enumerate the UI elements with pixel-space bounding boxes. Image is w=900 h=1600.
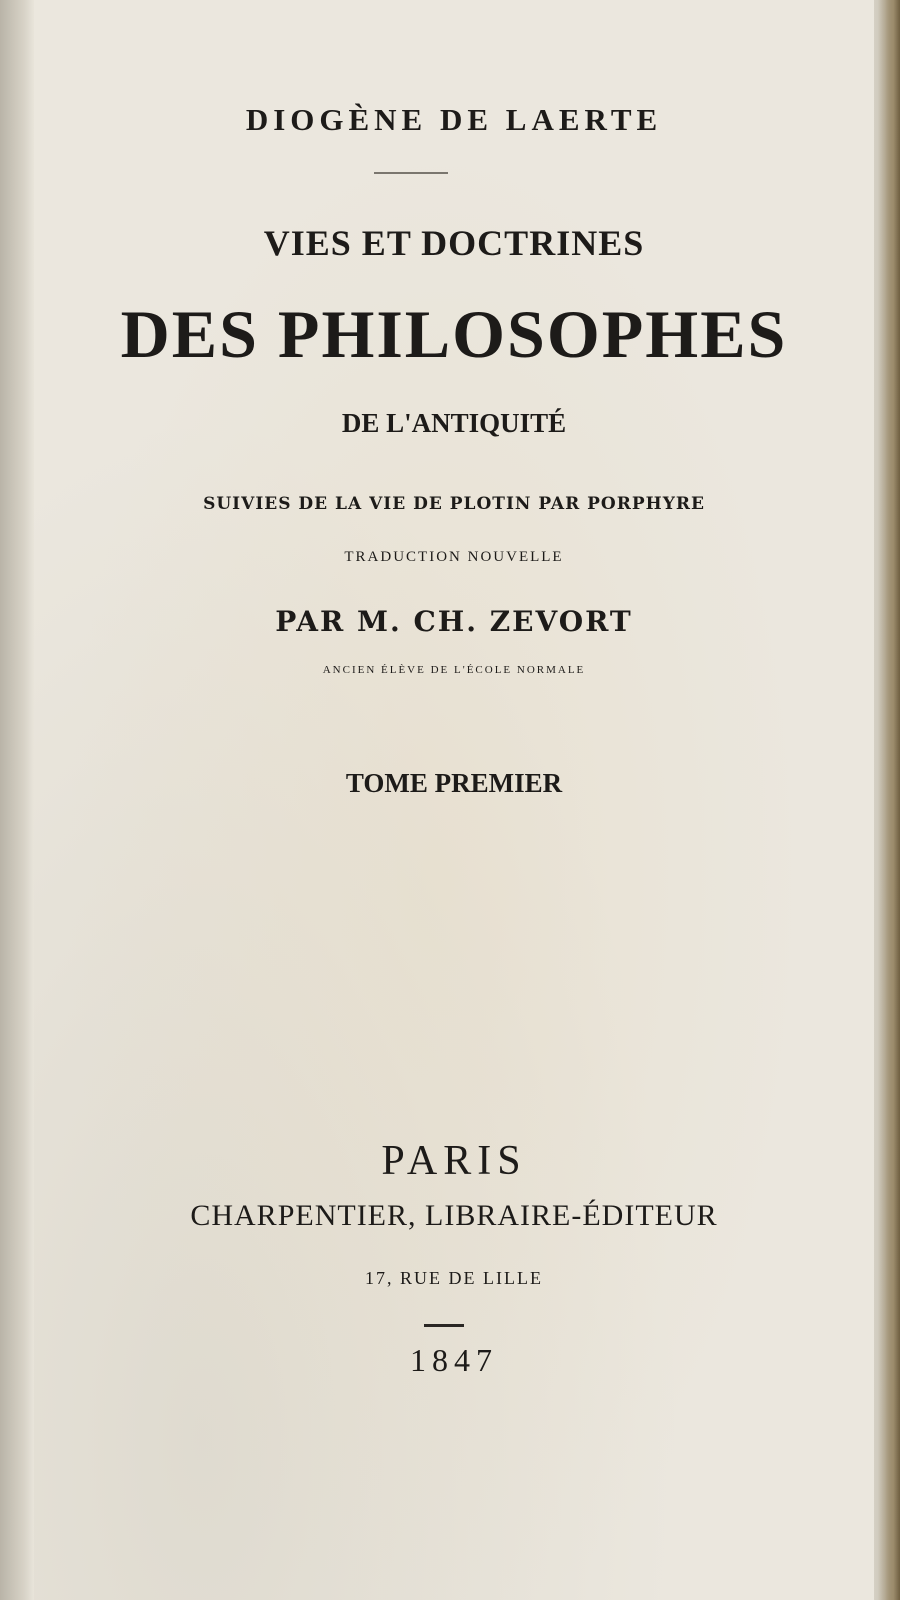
divider-rule	[374, 172, 448, 174]
title-line-2: DES PHILOSOPHES	[120, 296, 788, 372]
subtitle: SUIVIES DE LA VIE DE PLOTIN PAR PORPHYRE	[203, 494, 705, 514]
publisher-name: CHARPENTIER, LIBRAIRE-ÉDITEUR	[190, 1199, 718, 1232]
binding-edge	[0, 0, 34, 1600]
title-line-1: VIES ET DOCTRINES	[263, 223, 645, 263]
publication-city: PARIS	[381, 1138, 527, 1184]
title-line-3: DE L'ANTIQUITÉ	[341, 408, 567, 438]
publisher-address: 17, RUE DE LILLE	[365, 1268, 543, 1288]
divider-rule-short	[424, 1324, 464, 1327]
title-page	[34, 0, 874, 1600]
translator-name: PAR M. CH. ZEVORT	[275, 605, 633, 638]
translation-label: TRADUCTION NOUVELLE	[344, 549, 564, 565]
publication-year: 1847	[410, 1342, 498, 1378]
translator-credential: ANCIEN ÉLÈVE DE L'ÉCOLE NORMALE	[322, 664, 586, 676]
page-edge	[878, 0, 900, 1600]
author-name: DIOGÈNE DE LAERTE	[245, 102, 663, 137]
volume-label: TOME PREMIER	[345, 768, 563, 798]
